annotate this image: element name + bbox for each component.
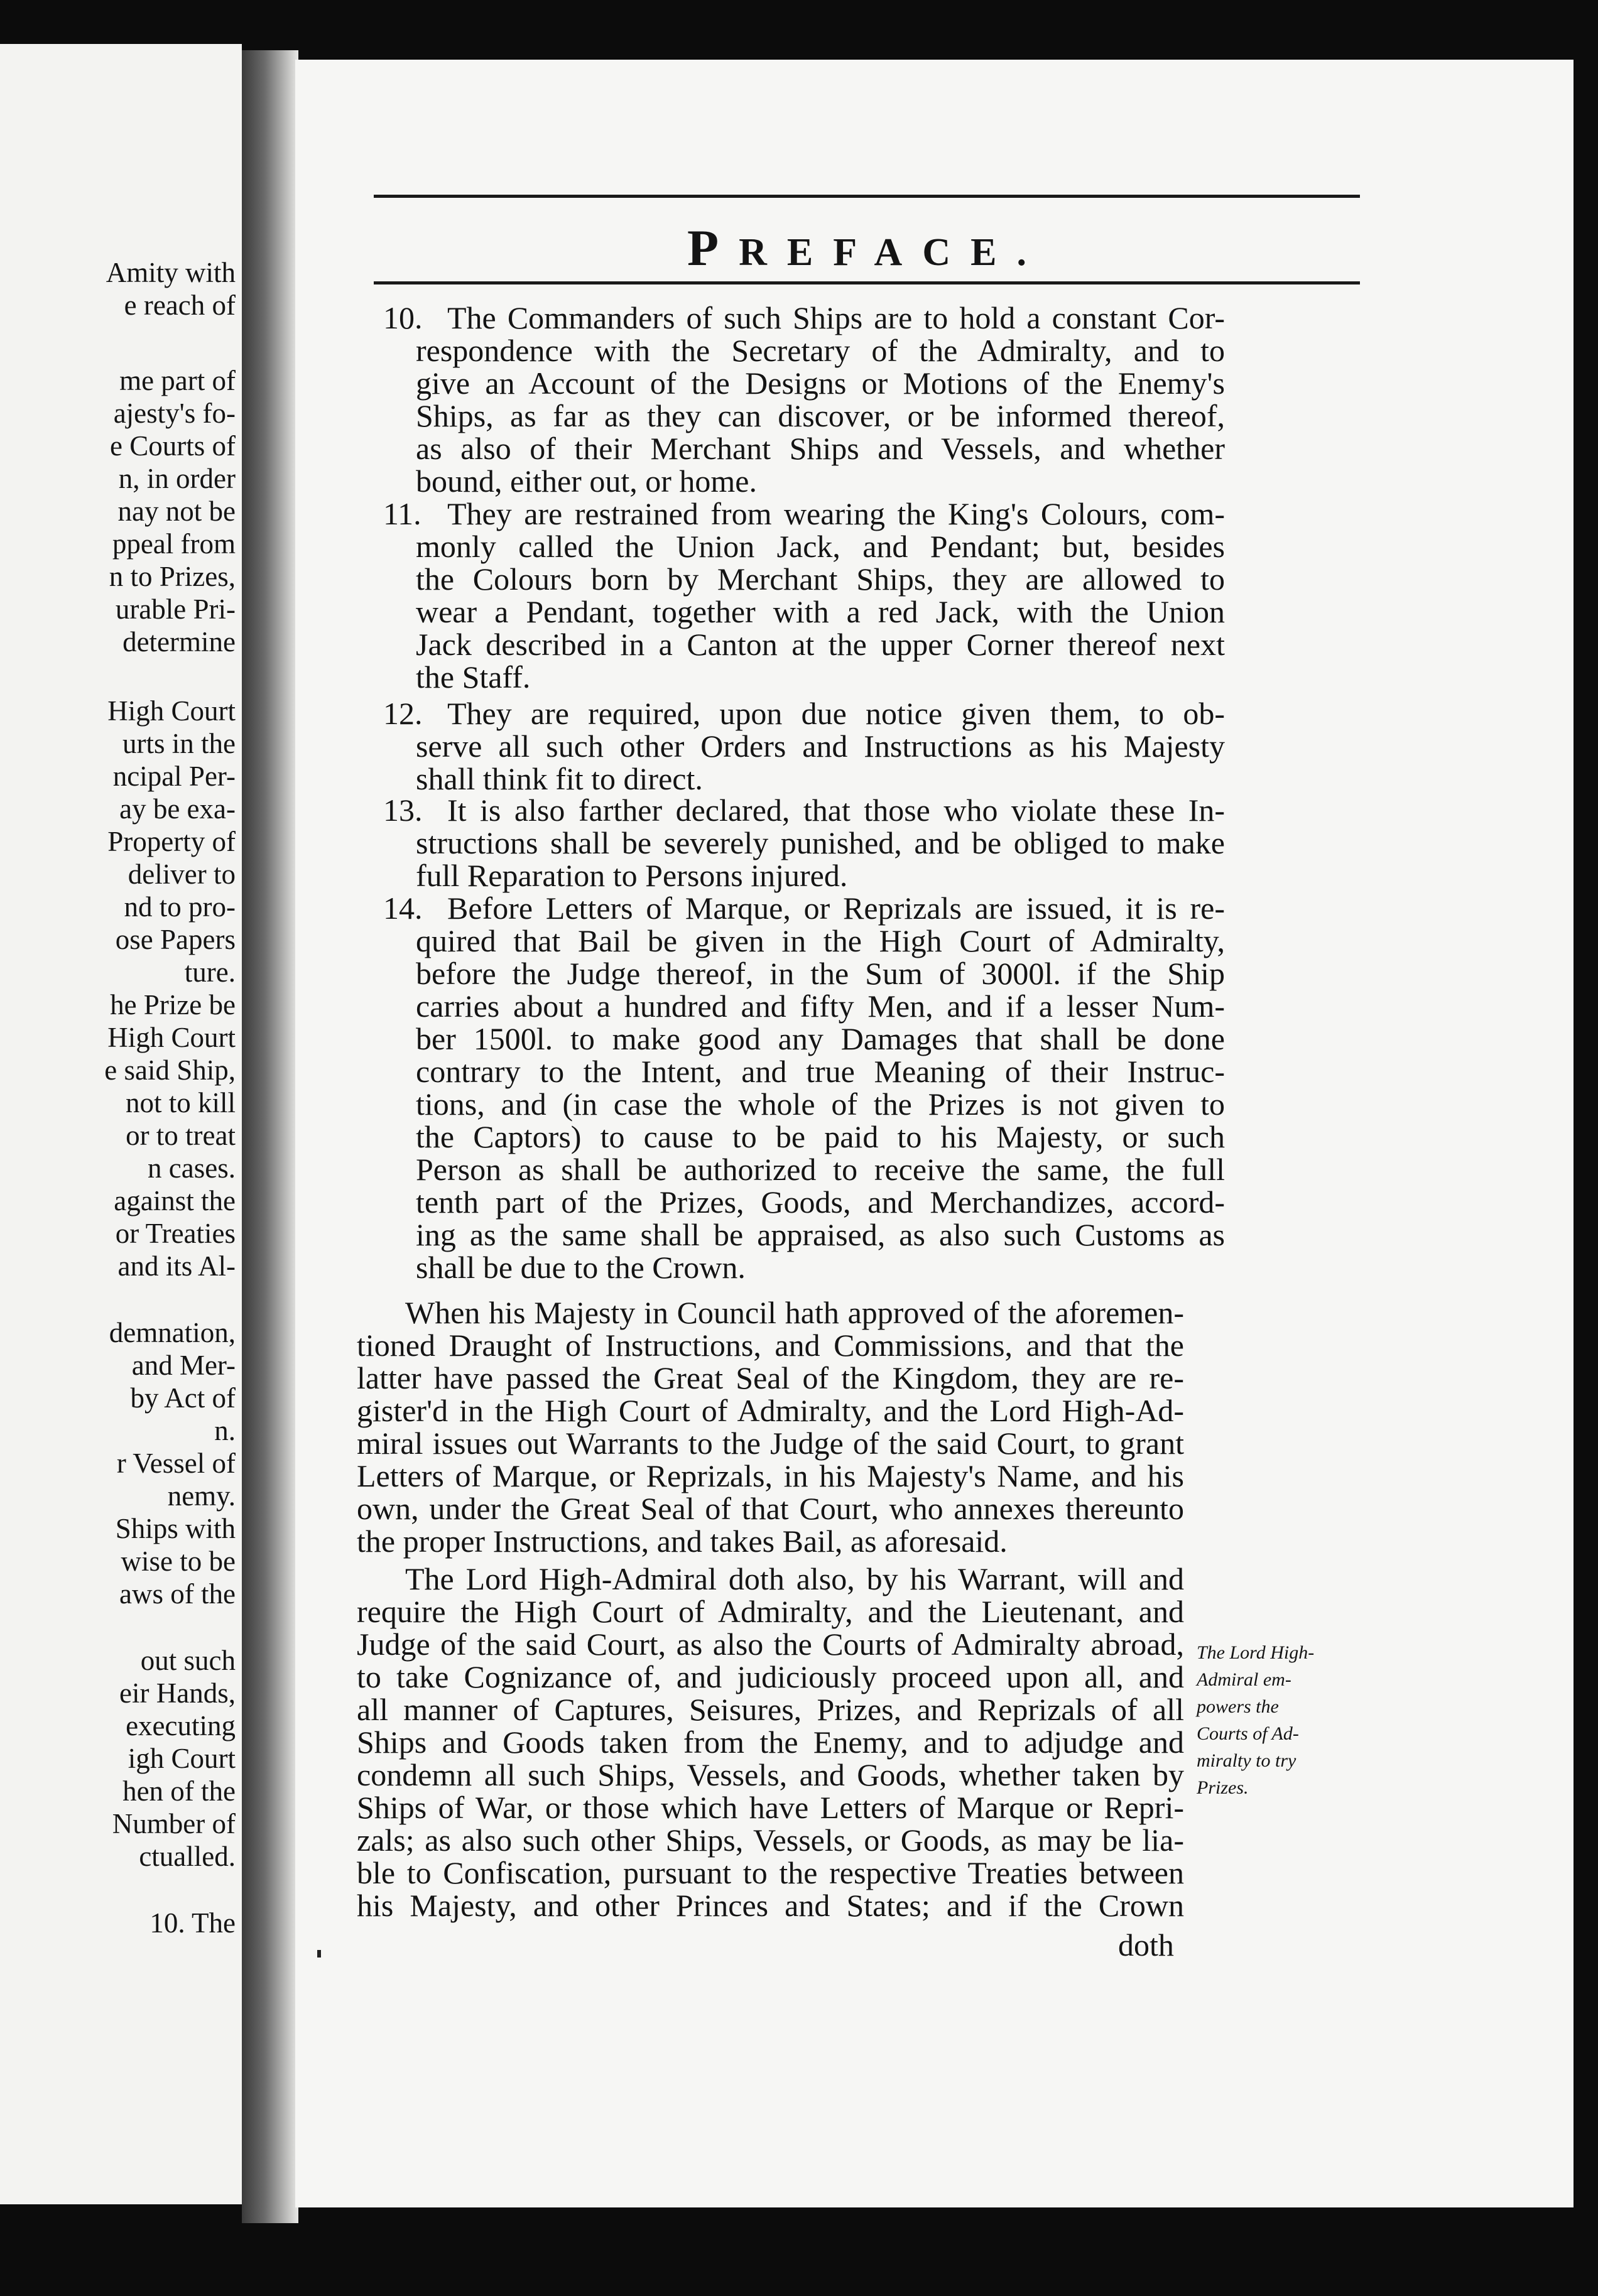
facing-page-line: nd to pro-: [124, 891, 236, 923]
text-line: The Lord High-Admiral doth also, by his Warrant, will and: [405, 1561, 1184, 1596]
facing-page-line: n cases.: [148, 1152, 236, 1184]
facing-page-line: nemy.: [167, 1480, 236, 1512]
facing-page-line: or Treaties: [115, 1218, 236, 1249]
text-line: full Reparation to Persons injured.: [416, 858, 848, 893]
facing-page-line: wise to be: [121, 1546, 236, 1577]
marginal-note-line: Admiral em-: [1197, 1669, 1291, 1690]
text-line: Ships and Goods taken from the Enemy, and to adjudge and: [357, 1725, 1184, 1760]
page-title: [374, 219, 1360, 278]
facing-page-line: he Prize be: [110, 989, 236, 1021]
text-line: They are restrained from wearing the King's Colours, com-: [447, 496, 1225, 531]
item-number: 14.: [383, 891, 423, 926]
facing-page-line: ncipal Per-: [112, 761, 236, 792]
facing-page-line: determine: [122, 626, 236, 658]
text-line: as also of their Merchant Ships and Vessels, and whether: [416, 431, 1225, 466]
marginal-note: [1197, 1639, 1314, 1801]
text-line: his Majesty, and other Princes and States; and if the Crown: [357, 1888, 1184, 1923]
book-gutter: [242, 50, 298, 2223]
facing-page-line: ajesty's fo-: [113, 398, 236, 429]
text-line: the Staff.: [416, 659, 531, 695]
facing-page-line: eir Hands,: [119, 1677, 236, 1709]
text-line: shall think fit to direct.: [416, 761, 703, 796]
facing-page-line: and Mer-: [131, 1350, 236, 1381]
facing-page-line: Amity with: [106, 257, 236, 288]
title-initial: P: [687, 219, 739, 276]
title-rule: [374, 281, 1360, 284]
text-line: condemn all such Ships, Vessels, and Goods, whether taken by: [357, 1757, 1184, 1792]
top-rule: [374, 195, 1360, 198]
text-line: quired that Bail be given in the High Court of Admiralty,: [416, 923, 1225, 958]
facing-page-line: against the: [114, 1185, 236, 1216]
text-line: bound, either out, or home.: [416, 463, 757, 499]
text-line: wear a Pendant, together with a red Jack, with the Union: [416, 594, 1225, 629]
text-line: The Commanders of such Ships are to hold a constant Cor-: [447, 300, 1225, 335]
text-line: latter have passed the Great Seal of the Kingdom, they are re-: [357, 1360, 1184, 1395]
facing-page-line: High Court: [107, 695, 236, 727]
facing-page-line: out such: [140, 1645, 236, 1676]
text-line: Ships of War, or those which have Letters of Marque or Repri-: [357, 1790, 1184, 1825]
facing-page-line: n, in order: [118, 463, 236, 494]
facing-page-line: ay be exa-: [119, 793, 236, 825]
text-line: require the High Court of Admiralty, and the Lieutenant, and: [357, 1594, 1184, 1629]
marginal-note-line: miralty to try: [1197, 1750, 1296, 1771]
text-line: zals; as also such other Ships, Vessels, or Goods, as may be lia-: [357, 1822, 1184, 1858]
text-line: Ships, as far as they can discover, or be informed thereof,: [416, 398, 1225, 433]
text-line: When his Majesty in Council hath approved of the aforemen-: [405, 1295, 1184, 1330]
facing-page-line: me part of: [119, 365, 236, 396]
facing-page-line: urable Pri-: [115, 593, 236, 625]
item-number: 11.: [383, 496, 421, 531]
facing-page-line: e reach of: [124, 290, 236, 321]
text-line: own, under the Great Seal of that Court, who annexes thereunto: [357, 1491, 1184, 1526]
facing-page-line: r Vessel of: [116, 1448, 236, 1479]
facing-page-line: and its Al-: [117, 1250, 236, 1282]
text-line: ing as the same shall be appraised, as also such Customs as: [416, 1217, 1225, 1252]
facing-page-line: demnation,: [109, 1317, 236, 1348]
facing-page-line: Ships with: [115, 1513, 236, 1544]
text-line: respondence with the Secretary of the Admiralty, and to: [416, 333, 1225, 368]
text-line: the Colours born by Merchant Ships, they are allowed to: [416, 561, 1225, 597]
facing-page-line: ose Papers: [115, 924, 236, 955]
text-line: all manner of Captures, Seisures, Prizes, and Reprizals of all: [357, 1692, 1184, 1727]
text-line: gister'd in the High Court of Admiralty, and the Lord High-Ad-: [357, 1393, 1184, 1428]
facing-page-line: executing: [126, 1710, 236, 1741]
facing-page-line: deliver to: [128, 858, 236, 890]
facing-page-line: nay not be: [117, 495, 236, 527]
text-line: to take Cognizance of, and judiciously proceed upon all, and: [357, 1659, 1184, 1694]
marginal-note-line: Prizes.: [1197, 1777, 1249, 1798]
facing-page: [0, 44, 242, 2204]
text-line: before the Judge thereof, in the Sum of 3000l. if the Ship: [416, 956, 1225, 991]
facing-page-line: ppeal from: [112, 528, 236, 560]
text-line: the Captors) to cause to be paid to his Majesty, or such: [416, 1119, 1225, 1154]
text-line: Judge of the said Court, as also the Courts of Admiralty abroad,: [357, 1627, 1184, 1662]
text-line: They are required, upon due notice given them, to ob-: [447, 696, 1225, 731]
text-line: Letters of Marque, or Reprizals, in his Majesty's Name, and his: [357, 1458, 1184, 1493]
text-line: It is also farther declared, that those who violate these In-: [447, 793, 1225, 828]
item-number: 12.: [383, 696, 423, 731]
facing-page-line: 10. The: [149, 1907, 236, 1939]
facing-page-line: urts in the: [122, 728, 236, 759]
text-line: miral issues out Warrants to the Judge of the said Court, to grant: [357, 1426, 1184, 1461]
text-line: give an Account of the Designs or Motions of the Enemy's: [416, 366, 1225, 401]
text-line: ber 1500l. to make good any Damages that shall be done: [416, 1021, 1225, 1056]
text-line: structions shall be severely punished, and be obliged to make: [416, 825, 1225, 860]
marginal-note-line: Courts of Ad-: [1197, 1723, 1299, 1744]
item-number: 10.: [383, 300, 423, 335]
facing-page-line: Property of: [107, 826, 236, 857]
marginal-note-line: powers the: [1197, 1696, 1279, 1717]
text-line: monly called the Union Jack, and Pendant; but, besides: [416, 529, 1225, 564]
facing-page-line: ctualled.: [139, 1841, 236, 1872]
marginal-note-line: The Lord High-: [1197, 1642, 1315, 1663]
facing-page-line: ture.: [184, 956, 236, 988]
facing-page-line: igh Court: [128, 1743, 236, 1774]
text-line: Before Letters of Marque, or Reprizals are issued, it is re-: [447, 891, 1225, 926]
facing-page-line: High Court: [107, 1022, 236, 1053]
text-line: tions, and (in case the whole of the Prizes is not given to: [416, 1086, 1225, 1122]
text-line: ble to Confiscation, pursuant to the respective Treaties between: [357, 1855, 1184, 1890]
facing-page-line: hen of the: [122, 1775, 236, 1807]
facing-page-line: aws of the: [119, 1578, 236, 1610]
text-line: Person as shall be authorized to receive the same, the full: [416, 1152, 1225, 1187]
text-line: tenth part of the Prizes, Goods, and Merchandizes, accord-: [416, 1184, 1225, 1220]
catchword: doth: [1118, 1927, 1174, 1963]
text-line: carries about a hundred and fifty Men, and if a lesser Num-: [416, 988, 1225, 1024]
title-text: REFACE.: [739, 231, 1046, 274]
facing-page-line: or to treat: [126, 1120, 236, 1151]
text-line: contrary to the Intent, and true Meaning of their Instruc-: [416, 1054, 1225, 1089]
text-line: shall be due to the Crown.: [416, 1250, 746, 1285]
facing-page-line: e Courts of: [110, 430, 236, 462]
facing-page-line: n.: [214, 1415, 236, 1446]
facing-page-line: n to Prizes,: [109, 561, 236, 592]
ink-speck: [317, 1950, 321, 1958]
text-line: the proper Instructions, and takes Bail, as aforesaid.: [357, 1524, 1008, 1559]
facing-page-line: e said Ship,: [104, 1054, 236, 1086]
text-line: serve all such other Orders and Instructions as his Majesty: [416, 728, 1225, 764]
facing-page-line: Number of: [112, 1808, 236, 1839]
text-line: tioned Draught of Instructions, and Commissions, and that the: [357, 1328, 1184, 1363]
facing-page-line: by Act of: [130, 1382, 236, 1414]
text-line: Jack described in a Canton at the upper Corner thereof next: [416, 627, 1225, 662]
item-number: 13.: [383, 793, 423, 828]
facing-page-line: not to kill: [125, 1087, 236, 1118]
